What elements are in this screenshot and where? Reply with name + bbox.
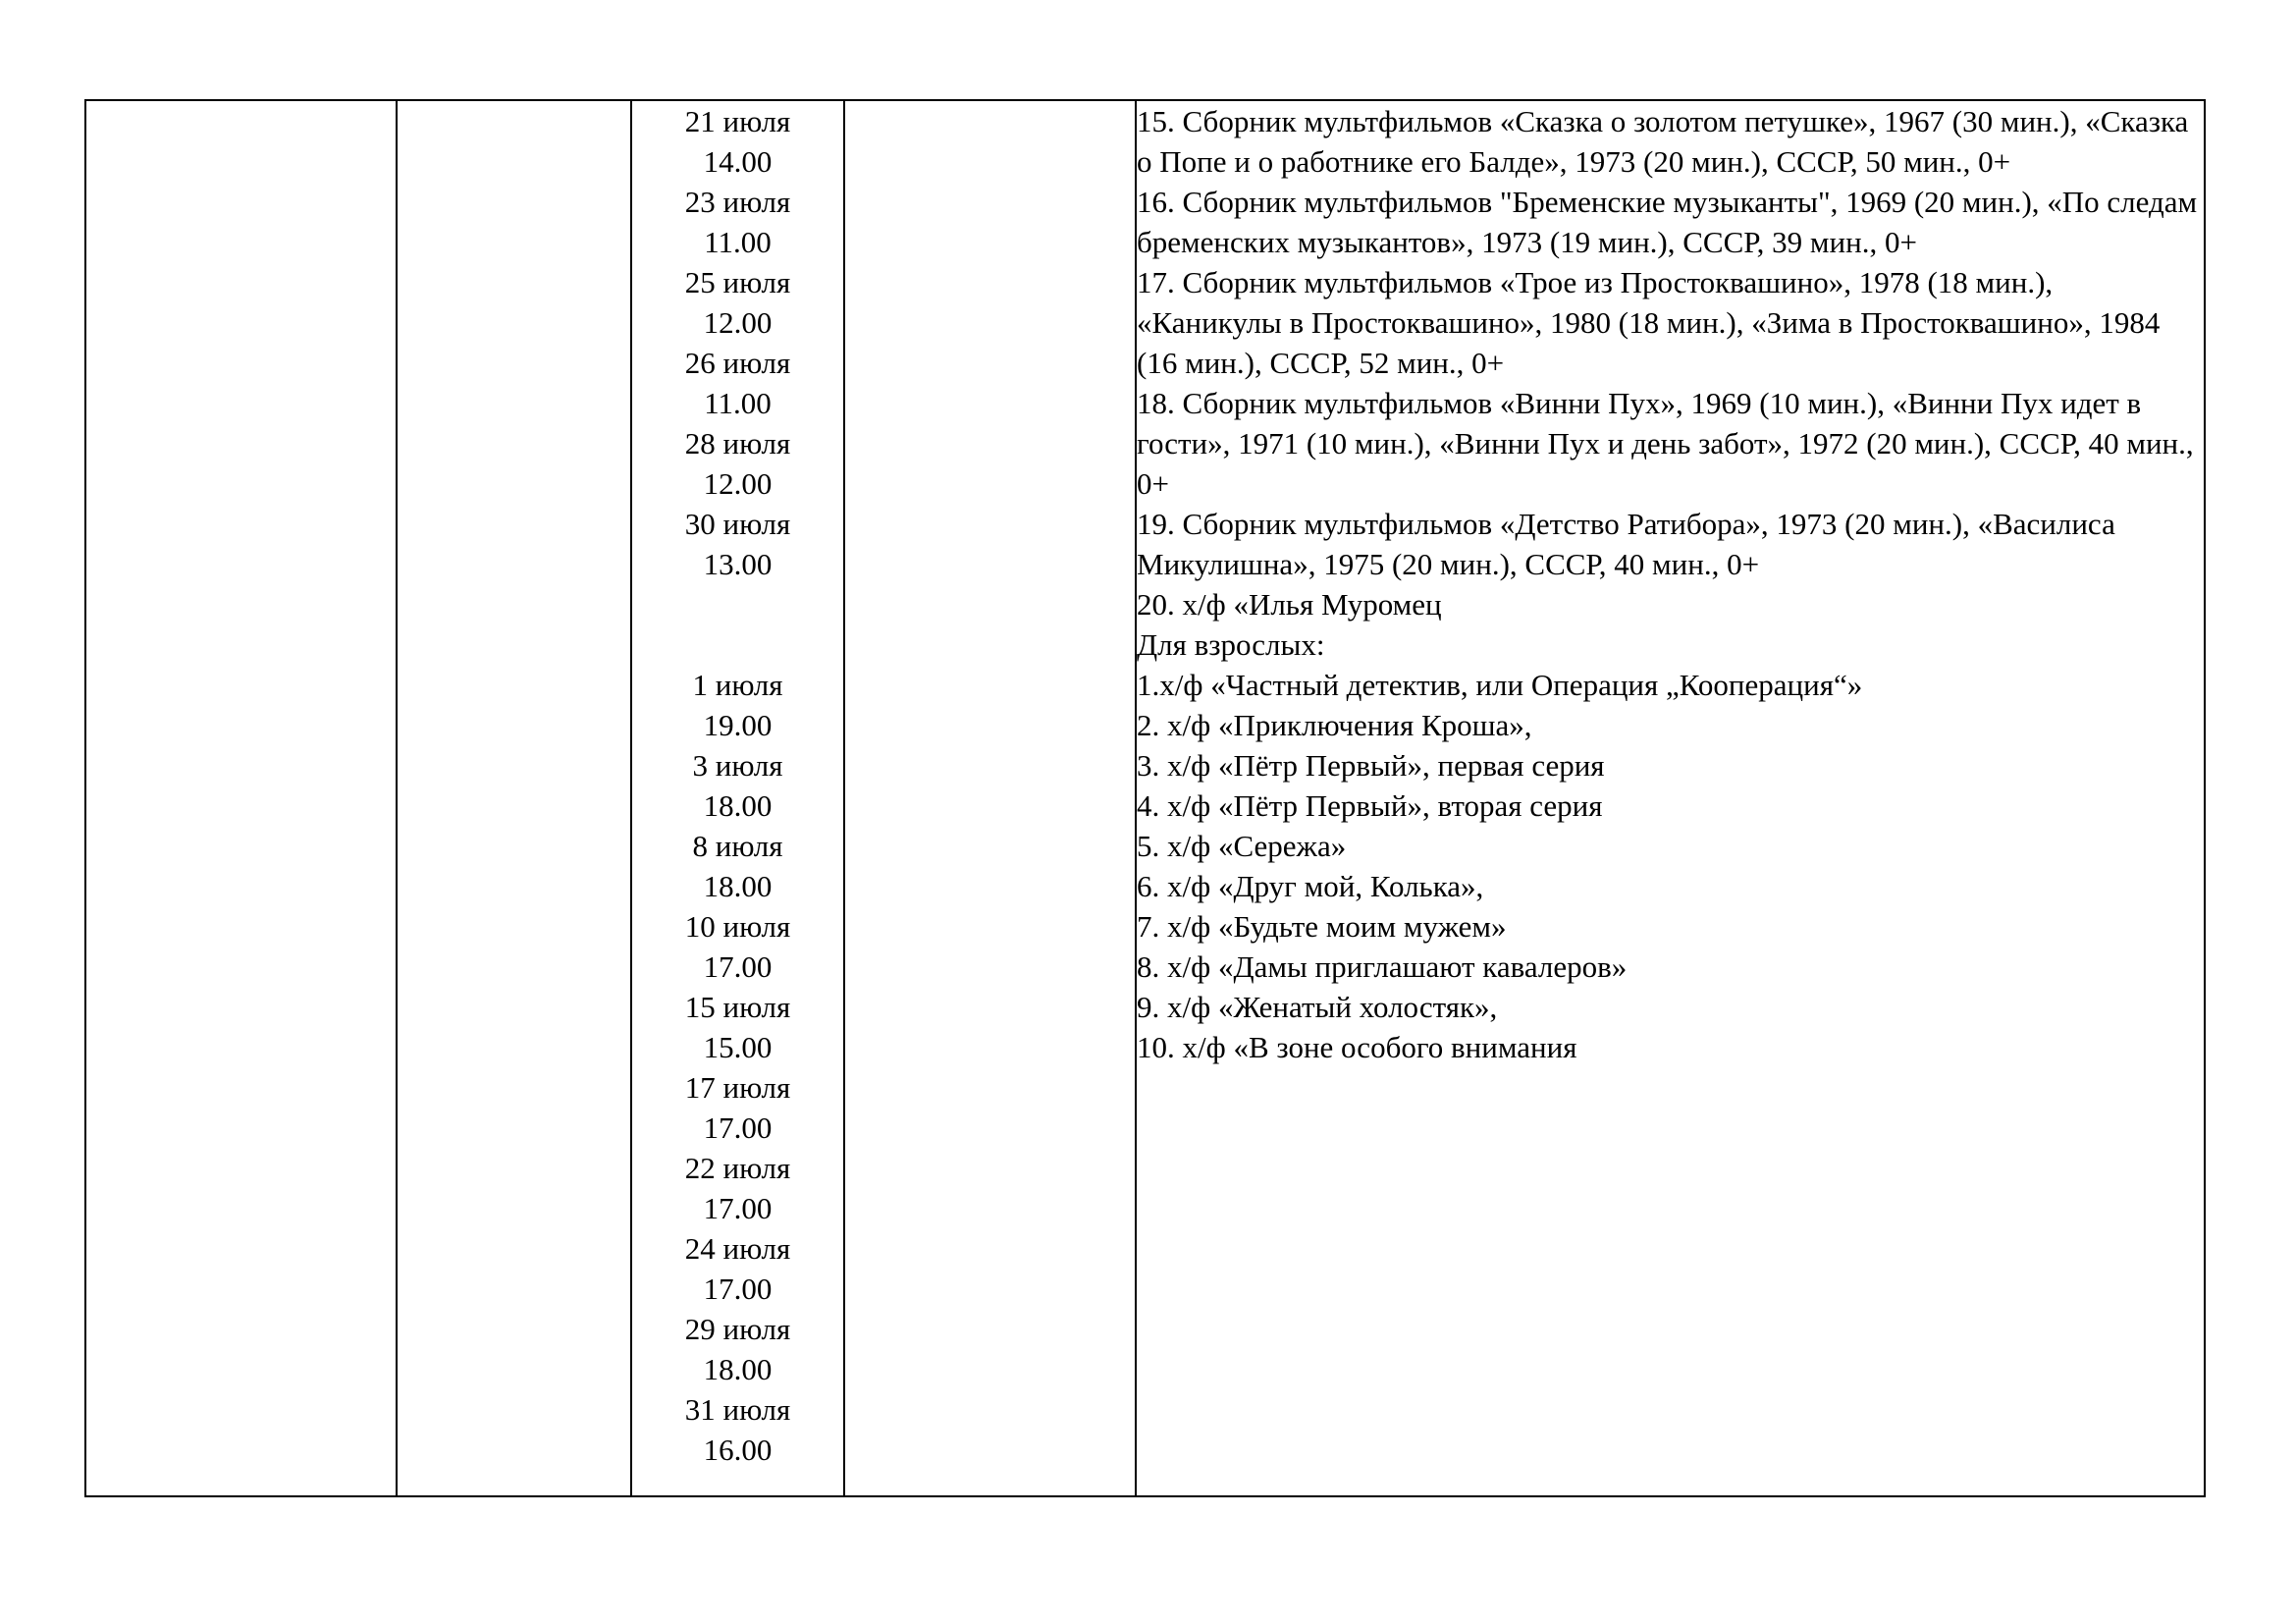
empty-cell	[397, 100, 631, 1496]
blank-line	[632, 624, 843, 665]
schedule-date: 29 июля	[684, 1312, 791, 1346]
schedule-time: 18.00	[703, 869, 773, 903]
screening-schedule-table	[84, 99, 2206, 1497]
film-entry: 5. х/ф «Сережа»	[1137, 829, 1347, 863]
film-entry: 1.х/ф «Частный детектив, или Операция „Кооперация“»	[1137, 668, 1863, 702]
film-entry: 2. х/ф «Приключения Кроша»,	[1137, 708, 1532, 742]
schedule-date: 22 июля	[684, 1151, 791, 1185]
schedule-date: 1 июля	[692, 668, 783, 702]
film-entry: 16. Сборник мультфильмов "Бременские музыканты", 1969 (20 мин.), «По следам бременских музыкантов», 1973 (19 мин.), СССР, 39 мин., 0+	[1137, 185, 2198, 259]
film-entry: 15. Сборник мультфильмов «Сказка о золотом петушке», 1967 (30 мин.), «Сказка о Попе и о работнике его Балде», 1973 (20 мин.), СССР, 50 мин., 0+	[1137, 104, 2189, 179]
schedule-time: 15.00	[703, 1030, 773, 1064]
schedule-time: 11.00	[704, 225, 772, 259]
schedule-date: 26 июля	[684, 346, 791, 380]
schedule-time: 17.00	[703, 949, 773, 984]
blank-line	[632, 584, 843, 624]
schedule-time: 18.00	[703, 788, 773, 823]
film-entry: 17. Сборник мультфильмов «Трое из Простоквашино», 1978 (18 мин.), «Каникулы в Простоквашино», 1980 (18 мин.), «Зима в Простоквашино», 1984 (16 мин.), СССР, 52 мин., 0+	[1137, 265, 2161, 380]
film-entry: 8. х/ф «Дамы приглашают кавалеров»	[1137, 949, 1628, 984]
schedule-time: 12.00	[703, 305, 773, 340]
empty-cell	[844, 100, 1136, 1496]
schedule-date: 15 июля	[684, 990, 791, 1024]
film-entry: 18. Сборник мультфильмов «Винни Пух», 1969 (10 мин.), «Винни Пух идет в гости», 1971 (10 мин.), «Винни Пух и день забот», 1972 (20 мин.), СССР, 40 мин., 0+	[1137, 386, 2194, 501]
schedule-date: 30 июля	[684, 507, 791, 541]
adults-section-heading: Для взрослых:	[1137, 627, 1325, 662]
film-entry: 7. х/ф «Будьте моим мужем»	[1137, 909, 1507, 944]
schedule-date: 21 июля	[684, 104, 791, 138]
schedule-time: 17.00	[703, 1110, 773, 1145]
schedule-date: 25 июля	[684, 265, 791, 299]
schedule-time: 19.00	[703, 708, 773, 742]
schedule-time: 16.00	[703, 1433, 773, 1467]
film-entry: 9. х/ф «Женатый холостяк»,	[1137, 990, 1498, 1024]
dates-cell	[631, 100, 844, 1496]
schedule-date: 8 июля	[692, 829, 783, 863]
schedule-time: 12.00	[703, 466, 773, 501]
schedule-time: 13.00	[703, 547, 773, 581]
films-cell	[1136, 100, 2205, 1496]
table-row	[85, 100, 2205, 1496]
schedule-date: 3 июля	[692, 748, 783, 783]
film-entry: 20. х/ф «Илья Муромец	[1137, 587, 1442, 622]
schedule-time: 11.00	[704, 386, 772, 420]
schedule-date: 24 июля	[684, 1231, 791, 1266]
schedule-date: 10 июля	[684, 909, 791, 944]
schedule-time: 17.00	[703, 1272, 773, 1306]
schedule-date: 17 июля	[684, 1070, 791, 1105]
film-entry: 19. Сборник мультфильмов «Детство Ратибора», 1973 (20 мин.), «Василиса Микулишна», 1975 (20 мин.), СССР, 40 мин., 0+	[1137, 507, 2115, 581]
schedule-time: 17.00	[703, 1191, 773, 1225]
schedule-date: 28 июля	[684, 426, 791, 460]
schedule-date: 31 июля	[684, 1392, 791, 1427]
empty-cell	[85, 100, 397, 1496]
film-entry: 6. х/ф «Друг мой, Колька»,	[1137, 869, 1484, 903]
film-entry: 3. х/ф «Пётр Первый», первая серия	[1137, 748, 1605, 783]
film-entry: 10. х/ф «В зоне особого внимания	[1137, 1030, 1577, 1064]
schedule-date: 23 июля	[684, 185, 791, 219]
schedule-time: 18.00	[703, 1352, 773, 1386]
film-entry: 4. х/ф «Пётр Первый», вторая серия	[1137, 788, 1603, 823]
schedule-time: 14.00	[703, 144, 773, 179]
